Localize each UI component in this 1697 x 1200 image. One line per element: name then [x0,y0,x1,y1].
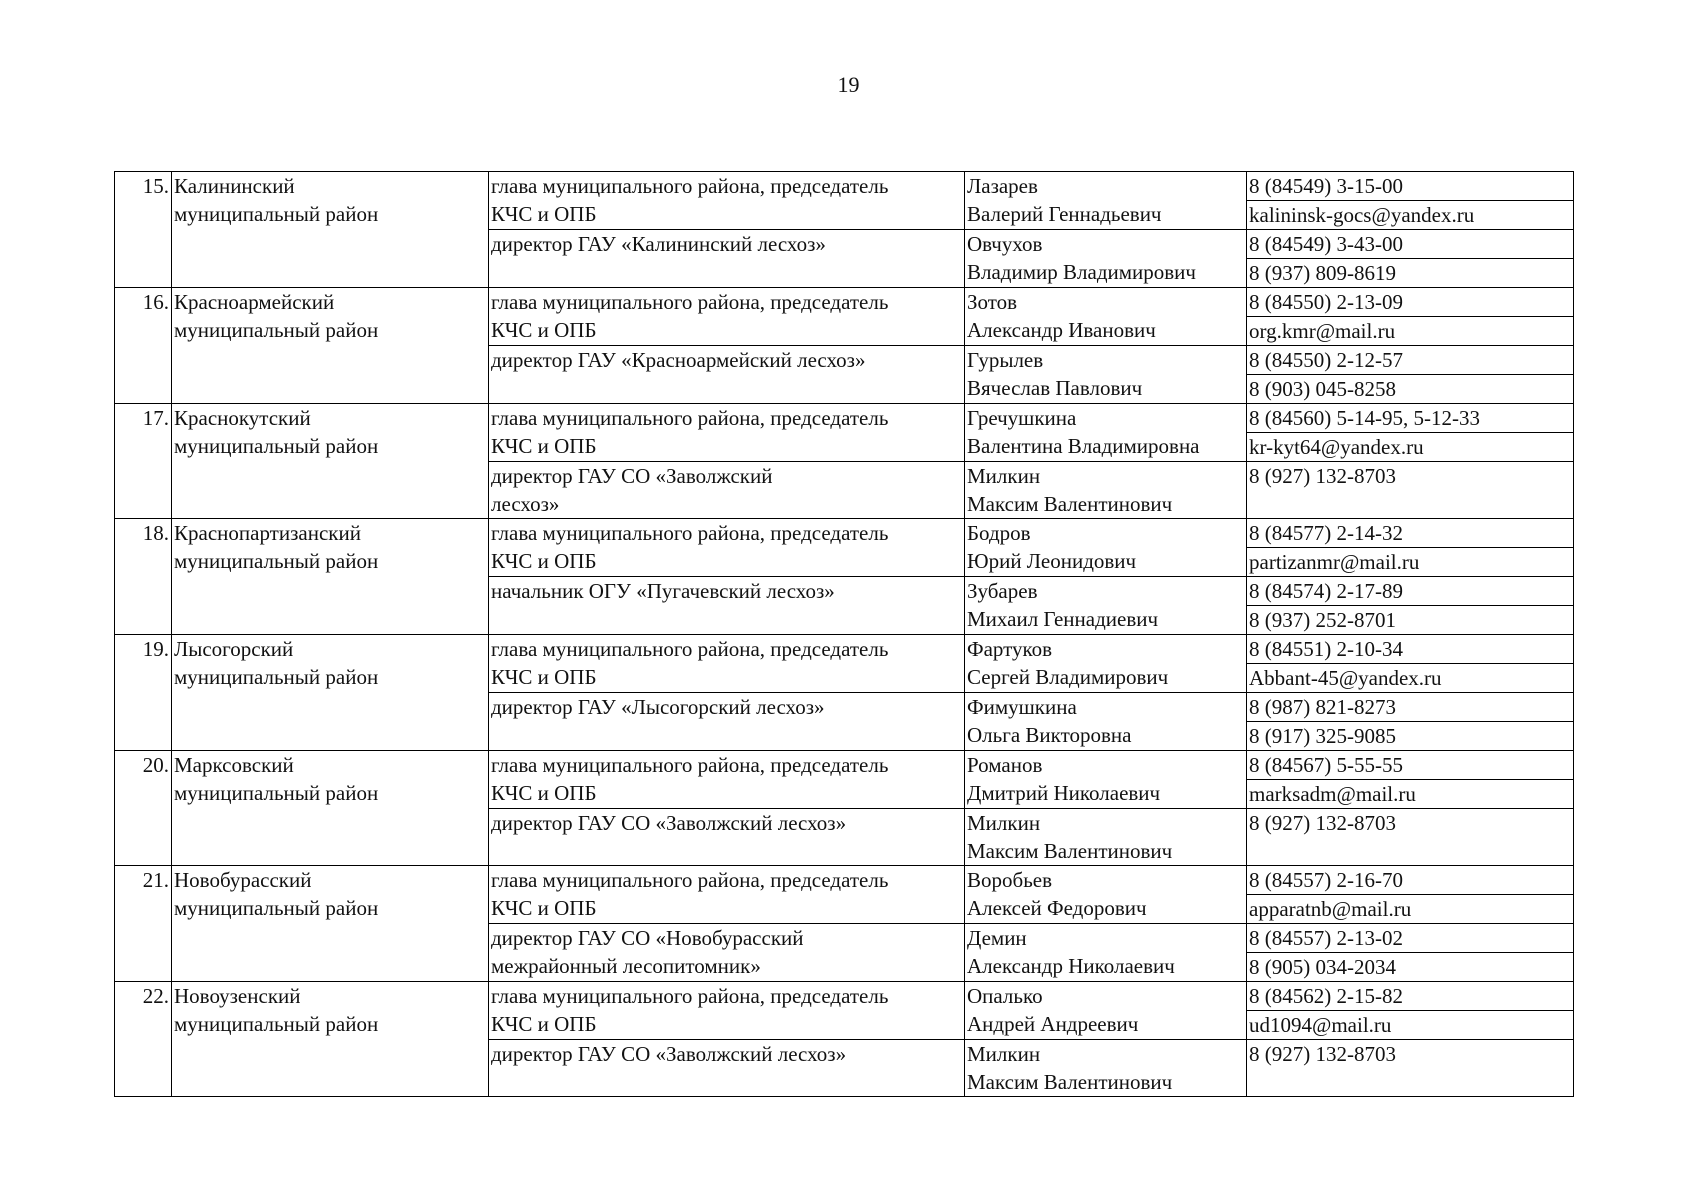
position-line: начальник ОГУ «Пугачевский лесхоз» [491,579,835,603]
position-line [491,258,962,286]
district-name-line: муниципальный район [174,202,379,226]
given-names: Максим Валентинович [967,492,1173,516]
district-name-line: муниципальный район [174,549,379,573]
surname: Овчухов [967,232,1043,256]
district-cell [172,288,489,404]
person-cell [965,346,1247,404]
position-line [491,605,962,633]
district-cell [172,519,489,635]
district-cell [172,635,489,751]
row-number: 17. [115,404,172,519]
person-cell [965,288,1247,346]
position-line: КЧС и ОПБ [491,434,597,458]
surname: Фимушкина [967,695,1077,719]
surname: Зубарев [967,579,1038,603]
person-cell [965,172,1247,230]
phone-number: 8 (84550) 2-12-57 [1247,346,1574,375]
person-cell [965,751,1247,809]
phone-number: 8 (84557) 2-13-02 [1247,924,1574,953]
position-line: директор ГАУ «Красноармейский лесхоз» [491,348,866,372]
district-cell [172,751,489,866]
row-number: 19. [115,635,172,751]
position-line: лесхоз» [491,492,560,516]
position-line [491,374,962,402]
district-name-line: муниципальный район [174,781,379,805]
table-row [115,751,1574,780]
phone-number: 8 (84549) 3-15-00 [1247,172,1574,201]
district-name-line: Краснопартизанский [174,521,361,545]
position-cell [489,577,965,635]
position-cell [489,809,965,866]
district-cell [172,172,489,288]
surname: Воробьев [967,868,1053,892]
position-cell [489,519,965,577]
district-name-line: Красноармейский [174,290,335,314]
surname: Демин [967,926,1027,950]
surname: Зотов [967,290,1018,314]
phone-number: 8 (937) 809-8619 [1247,259,1574,288]
position-line [491,837,962,865]
position-cell [489,924,965,982]
position-line: глава муниципального района, председатель [491,521,889,545]
district-cell [172,982,489,1097]
phone-number: 8 (905) 034-2034 [1247,953,1574,982]
phone-number: 8 (903) 045-8258 [1247,375,1574,404]
person-cell [965,635,1247,693]
position-line: КЧС и ОПБ [491,549,597,573]
position-line: директор ГАУ СО «Заволжский [491,464,773,488]
position-cell [489,288,965,346]
surname: Милкин [967,464,1041,488]
email-address: kr-kyt64@yandex.ru [1247,433,1574,462]
phone-number: 8 (84574) 2-17-89 [1247,577,1574,606]
surname: Милкин [967,1042,1041,1066]
district-name-line: Новобурасский [174,868,312,892]
position-line [491,1068,962,1096]
contacts-table-body [115,172,1574,1097]
district-name-line: Лысогорский [174,637,294,661]
phone-number: 8 (927) 132-8703 [1247,809,1574,866]
position-line: глава муниципального района, председатель [491,290,889,314]
phone-number: 8 (84577) 2-14-32 [1247,519,1574,548]
phone-number: 8 (84557) 2-16-70 [1247,866,1574,895]
person-cell [965,982,1247,1040]
table-row [115,288,1574,317]
person-cell [965,230,1247,288]
row-number: 15. [115,172,172,288]
surname: Опалько [967,984,1043,1008]
email-address: apparatnb@mail.ru [1247,895,1574,924]
position-line: глава муниципального района, председатель [491,753,889,777]
person-cell [965,693,1247,751]
email-address: kalininsk-gocs@yandex.ru [1247,201,1574,230]
position-line: глава муниципального района, председатель [491,868,889,892]
given-names: Алексей Федорович [967,896,1147,920]
person-cell [965,1040,1247,1097]
surname: Бодров [967,521,1031,545]
table-row [115,866,1574,895]
district-name-line: Краснокутский [174,406,311,430]
row-number: 20. [115,751,172,866]
person-cell [965,519,1247,577]
phone-number: 8 (84550) 2-13-09 [1247,288,1574,317]
email-address: Abbant-45@yandex.ru [1247,664,1574,693]
phone-number: 8 (927) 132-8703 [1247,462,1574,519]
given-names: Михаил Геннадиевич [967,607,1159,631]
given-names: Сергей Владимирович [967,665,1169,689]
position-line: директор ГАУ СО «Заволжский лесхоз» [491,1042,847,1066]
position-line: директор ГАУ «Калининский лесхоз» [491,232,826,256]
position-cell [489,172,965,230]
person-cell [965,866,1247,924]
position-cell [489,751,965,809]
table-row [115,404,1574,433]
table-row [115,172,1574,201]
position-cell [489,693,965,751]
surname: Лазарев [967,174,1038,198]
position-line [491,721,962,749]
row-number: 16. [115,288,172,404]
position-line: КЧС и ОПБ [491,318,597,342]
given-names: Андрей Андреевич [967,1012,1139,1036]
phone-number: 8 (84562) 2-15-82 [1247,982,1574,1011]
position-cell [489,346,965,404]
position-line: директор ГАУ СО «Новобурасский [491,926,804,950]
phone-number: 8 (927) 132-8703 [1247,1040,1574,1097]
position-cell [489,635,965,693]
position-line: глава муниципального района, председатель [491,174,889,198]
district-cell [172,866,489,982]
given-names: Максим Валентинович [967,1070,1173,1094]
person-cell [965,404,1247,462]
given-names: Валерий Геннадьевич [967,202,1162,226]
position-line: КЧС и ОПБ [491,1012,597,1036]
given-names: Вячеслав Павлович [967,376,1143,400]
district-name-line: Марксовский [174,753,294,777]
district-name-line: Калининский [174,174,295,198]
given-names: Юрий Леонидович [967,549,1137,573]
given-names: Владимир Владимирович [967,260,1196,284]
district-name-line: муниципальный район [174,665,379,689]
email-address: org.kmr@mail.ru [1247,317,1574,346]
person-cell [965,924,1247,982]
position-line: КЧС и ОПБ [491,781,597,805]
surname: Милкин [967,811,1041,835]
given-names: Александр Николаевич [967,954,1175,978]
position-cell [489,404,965,462]
position-cell [489,1040,965,1097]
position-line: директор ГАУ СО «Заволжский лесхоз» [491,811,847,835]
table-row [115,982,1574,1011]
phone-number: 8 (84567) 5-55-55 [1247,751,1574,780]
row-number: 21. [115,866,172,982]
position-line: глава муниципального района, председатель [491,637,889,661]
email-address: marksadm@mail.ru [1247,780,1574,809]
person-cell [965,462,1247,519]
position-line: КЧС и ОПБ [491,202,597,226]
position-cell [489,230,965,288]
district-name-line: муниципальный район [174,896,379,920]
position-line: директор ГАУ «Лысогорский лесхоз» [491,695,825,719]
district-cell [172,404,489,519]
given-names: Ольга Викторовна [967,723,1132,747]
position-cell [489,982,965,1040]
surname: Романов [967,753,1043,777]
surname: Гречушкина [967,406,1077,430]
surname: Фартуков [967,637,1053,661]
position-line: КЧС и ОПБ [491,896,597,920]
table-row [115,635,1574,664]
phone-number: 8 (987) 821-8273 [1247,693,1574,722]
position-cell [489,866,965,924]
given-names: Дмитрий Николаевич [967,781,1161,805]
contacts-table [114,171,1574,1097]
phone-number: 8 (917) 325-9085 [1247,722,1574,751]
email-address: partizanmr@mail.ru [1247,548,1574,577]
district-name-line: муниципальный район [174,434,379,458]
phone-number: 8 (84560) 5-14-95, 5-12-33 [1247,404,1574,433]
given-names: Максим Валентинович [967,839,1173,863]
given-names: Валентина Владимировна [967,434,1200,458]
position-line: межрайонный лесопитомник» [491,954,761,978]
position-cell [489,462,965,519]
district-name-line: муниципальный район [174,318,379,342]
given-names: Александр Иванович [967,318,1156,342]
person-cell [965,577,1247,635]
phone-number: 8 (937) 252-8701 [1247,606,1574,635]
position-line: КЧС и ОПБ [491,665,597,689]
page-number: 19 [837,72,860,97]
district-name-line: муниципальный район [174,1012,379,1036]
position-line: глава муниципального района, председатель [491,984,889,1008]
phone-number: 8 (84551) 2-10-34 [1247,635,1574,664]
district-name-line: Новоузенский [174,984,301,1008]
position-line: глава муниципального района, председатель [491,406,889,430]
table-row [115,519,1574,548]
email-address: ud1094@mail.ru [1247,1011,1574,1040]
surname: Гурылев [967,348,1044,372]
person-cell [965,809,1247,866]
row-number: 18. [115,519,172,635]
row-number: 22. [115,982,172,1097]
phone-number: 8 (84549) 3-43-00 [1247,230,1574,259]
